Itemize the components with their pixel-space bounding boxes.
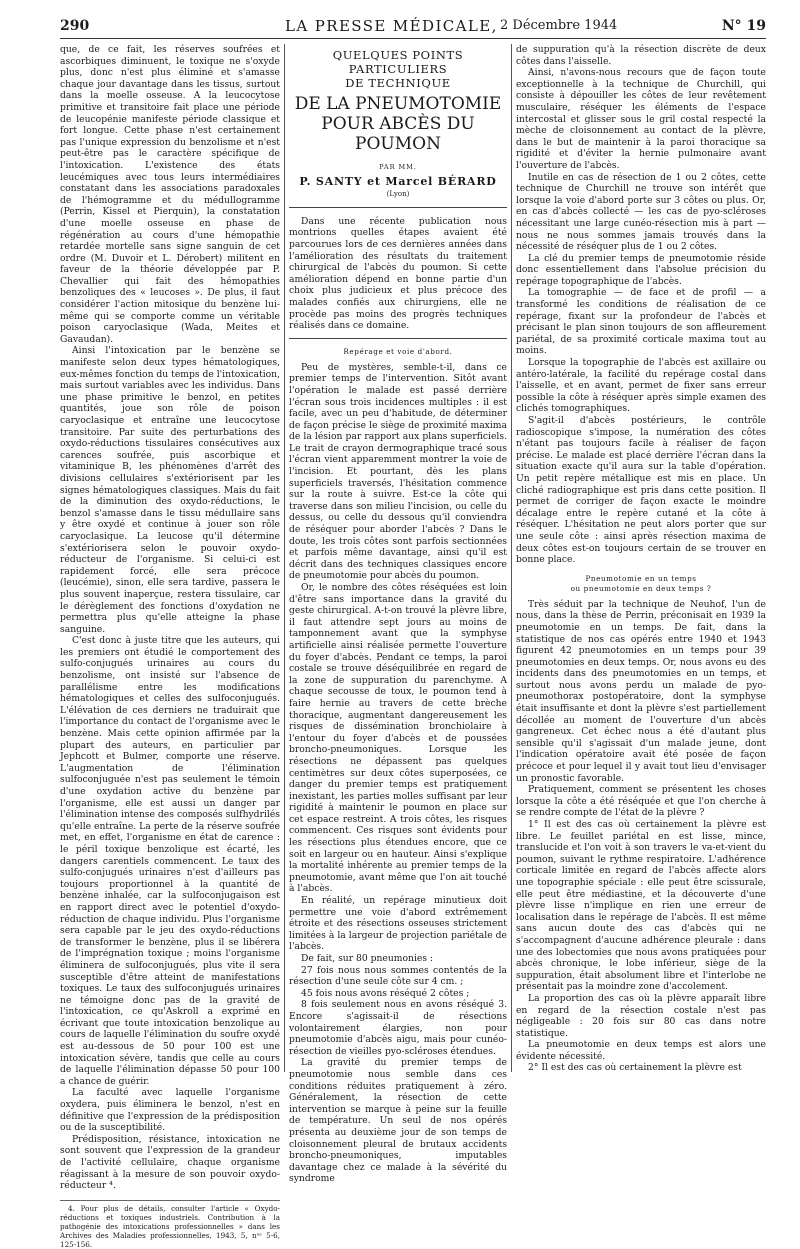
article-main-title: DE LA PNEUMOTOMIE bbox=[294, 94, 502, 114]
paragraph: 1° Il est des cas où certainement la plèvre est libre. Le feuillet pariétal en est lisse, mince, translucide et l'on voit à son travers le va-et-vient du poumon, suivant le rythme respiratoire. L'adhérence corticale limitée en regard de l'abcès affecte alors une topographie spéciale : elle peut être scissurale, elle peut être médiastine, et la découverte d'une plèvre lisse n'implique en rien une erreur de localisation dans le repérage de l'abcès. Il est même sans aucun doute des cas d'abcès qui ne s'accompagnent d'aucune adhérence pleurale : dans une des lobectomies que nous avons pratiquées pour abcès chronique, le lobe inférieur, siège de la suppuration, était absolument libre et l'interlobe ne présentait pas la moindre zone d'accolement. bbox=[516, 819, 766, 993]
author-city: (Lyon) bbox=[386, 190, 410, 199]
paragraph: 2° Il est des cas où certainement la plèvre est bbox=[528, 1062, 742, 1074]
issue-date: 2 Décembre 1944 bbox=[500, 18, 618, 33]
paragraph: Ainsi l'intoxication par le benzène se manifeste selon deux types hématologiques, eux-mêmes fonction du temps de l'intoxication, mais surtout variables avec les individus. Dans une phase primitive le benzol, en petites quantités, joue son rôle de poison caryoclasique et entraîne une leucocytose transitoire. Par suite des perturbations des oxydo-réductions tissulaires consécutives aux carences soufrée, puis ascorbique et vitaminique B, les phénomènes d'arrêt des divisions cellulaires s'extériorisent par les signes hématologiques classiques. Mais du fait de la diminution des oxydo-réductions, le benzol s'amasse dans le tissu médullaire sans y être oxydé et continue à jouer son rôle caryoclasique. La leucose qu'il détermine s'extériorisera selon le pouvoir oxydo-réducteur de l'organisme. Si celui-ci est rapidement forcé, elle sera précoce (leucémie), sinon, elle sera tardive, passera le plus souvent inaperçue, restera tissulaire, car le dérèglement des fonctions d'oxydation ne permettra plus qu'elle atteigne la phase sanguine. bbox=[60, 345, 281, 635]
footnote bbox=[60, 1200, 280, 1249]
paragraph: De fait, sur 80 pneumonies : bbox=[301, 953, 434, 964]
issue-number: N° 19 bbox=[721, 18, 766, 34]
paragraph: Très séduit par la technique de Neuhof, l'un de nous, dans la thèse de Perrin, préconisait en 1939 la pneumotomie en un temps. De fait, dans la statistique de nos cas opérés entre 1940 et 1943 figurent 42 pneumotomies en un temps pour 39 pneumotomies en deux temps. Or, nous avons eu des incidents dans des pneumotomies en un temps, et surtout nous avons perdu un malade de pyo-pneumothorax postopératoire, dont la symphyse était insuffisante et dont la plèvre s'est partiellement décollée au moment de l'ouverture d'un abcès gangreneux. Cet échec nous a été d'autant plus sensible qu'il s'agissait d'un malade jeune, dont l'indication opératoire avait été posée de façon précoce et pour lequel il y avait tout lieu d'envisager un pronostic favorable. bbox=[516, 598, 766, 784]
paragraph: Inutile en cas de résection de 1 ou 2 côtes, cette technique de Churchill ne trouve son intérêt que lorsque la voie d'abord porte sur 3 côtes ou plus. Or, en cas d'abcès collecté — les cas de pyo-scléroses nécessitant une large cunéo-résection mis à part — nous ne nous sommes jamais trouvés dans la nécessité de réséquer plus de 1 ou 2 côtes. bbox=[516, 171, 766, 253]
paragraph: La clé du premier temps de pneumotomie réside donc essentiellement dans l'absolue précision du repérage topographique de l'abcès. bbox=[516, 252, 766, 287]
paragraph: La proportion des cas où la plèvre apparaît libre en regard de la résection costale n'est pas négligeable : 20 fois sur 80 cas dans notre statistique. bbox=[516, 992, 766, 1039]
paragraph: Or, le nombre des côtes réséquées est loin d'être sans importance dans la gravité du geste chirurgical. A-t-on trouvé la plèvre libre, il faut attendre sept jours au moins de tamponnement avant que la symphyse artificielle ainsi réalisée permette l'ouverture du foyer d'abcès. Pendant ce temps, la paroi costale se trouve déséquilibrée en regard de la zone de suppuration du parenchyme. A chaque secousse de toux, le poumon tend à faire hernie au travers de cette brèche thoracique, augmentant dangereusement les risques de dissémination bronchiolaire à l'entour du foyer d'abcès et de poussées broncho-pneumoniques. Lorsque les résections ne dépassent pas quelques centimètres sur deux côtes superposées, ce danger du premier temps est pratiquement inexistant, les parties molles suffisant par leur rigidité à maintenir le poumon en place sur cet espace restreint. A trois côtes, les risques commencent. Ces risques sont évidents pour les résections plus étendues encore, que ce soit en largeur ou en hauteur. Ainsi s'explique la mortalité inhérente au premier temps de la pneumotomie, avant même que l'on ait touché à l'abcès. bbox=[289, 582, 507, 895]
paragraph: La gravité du premier temps de pneumotomie nous semble dans ces conditions réduites pratiquement à zéro. Généralement, la résection de cette intervention se marque à peine sur la feuille de température. Un seul de nos opérés présenta au deuxième jour de son temps de cloisonnement pleural de brutaux accidents broncho-pneumoniques, imputables davantage chez ce malade à la sévérité du syndrome bbox=[289, 1057, 507, 1185]
column-right bbox=[516, 44, 766, 1074]
paragraph: En réalité, un repérage minutieux doit permettre une voie d'abord extrêmement étroite et des résections osseuses strictement limitées à la largeur de projection pariétale de l'abcès. bbox=[289, 895, 507, 953]
paragraph: 8 fois seulement nous en avons réséqué 3. Encore s'agissait-il de résections volontairement élargies, non pour pneumotomie d'abcès aigu, mais pour cunéo-résection de vieilles pyo-scléroses étendues. bbox=[289, 999, 507, 1057]
paragraph: que, de ce fait, les réserves soufrées et ascorbiques diminuent, le toxique ne s'oxyde plus, donc n'est plus éliminé et s'amasse chaque jour davantage dans les tissus, surtout dans la moelle osseuse. A la leucocytose primitive et transitoire fait place une période de leucopénie manifeste période classique et fort longue. Cette phase n'est certainement pas l'unique expression du benzolisme et n'est peut-être pas le caractère spécifique de l'intoxication. L'existence des états leucémiques avec tous leurs intermédiaires constatant dans les associations paradoxales de l'hémogramme et du médullogramme (Perrin, Kissel et Pierquin), la constatation d'une moelle osseuse en phase de régénération au cours d'une hémopathie retardée mortelle sans signe sanguin de cet ordre (M. Duvoir et L. Dérobert) militent en faveur de la théorie développée par P. Chevallier qui fait des hémopathies benzoliques des « leucoses ». De plus, il faut considérer l'action mitosique du benzène lui-même qui se comporte comme un véritable poison caryoclasique (Wada, Meites et Gavaudan). bbox=[60, 44, 280, 345]
page-number: 290 bbox=[60, 18, 90, 34]
paragraph: La tomographie — de face et de profil — a transformé les conditions de réalisation de ce repérage, fixant sur la profondeur de l'abcès et précisant le plan sinon toujours de son affleurement pariétal, de sa proximité corticale maxima tout au moins. bbox=[516, 287, 766, 357]
article-title-block bbox=[289, 48, 507, 208]
paragraph: S'agit-il d'abcès postérieurs, le contrôle radioscopique s'impose, la numération des côtes n'étant pas toujours facile à réaliser de façon précise. Le malade est placé derrière l'écran dans la situation exacte qu'il aura sur la table d'opération. Un petit repère métallique est mis en place. Un cliché radiographique est pris dans cette position. Il permet de corriger de façon exacte le moindre décalage entre le repère cutané et la côte à réséquer. L'hésitation ne peut alors porter que sur une seule côte : ainsi après résection maxima de deux côtes est-on toujours certain de se trouver en bonne place. bbox=[516, 415, 766, 566]
paragraph: La faculté avec laquelle l'organisme oxydera, puis éliminera le benzol, n'est en définitive que l'expression de la prédisposition ou de la susceptibilité. bbox=[60, 1087, 280, 1134]
paragraph: de suppuration qu'à la résection discrète de deux côtes dans l'aisselle. bbox=[516, 44, 766, 67]
page-header bbox=[60, 16, 766, 39]
paragraph: C'est donc à juste titre que les auteurs, qui les premiers ont étudié le comportement des sulfo-conjugués urinaires au cours du benzolisme, ont insisté sur l'absence de parallélisme entre les modifications hématologiques et celles des sulfoconjugués. L'élévation de ces derniers ne traduirait que l'importance du contact de l'organisme avec le benzène. Mais cette opinion affirmée par la plupart des auteurs, en particulier par Jephcott et Bulmer, comporte une réserve. L'augmentation de l'élimination sulfoconjuguée n'est pas seulement le témoin d'une oxydation active du benzène par l'organisme, elle est aussi un danger par l'élimination intense des composés sulfhydrilés qu'elle entraîne. La perte de la réserve soufrée met, en effet, l'organisme en état de carence : le péril toxique benzolique est écarté, les dangers carentiels commencent. Le taux des sulfo-conjugués urinaires n'est d'ailleurs pas toujours proportionnel à la quantité de benzène inhalée, car la sulfoconjugaison est en rapport direct avec le potentiel d'oxydo-réduction de chaque individu. Plus l'organisme sera capable par le jeu des oxydo-réductions de transformer le benzène, plus il se libérera de l'imprégnation toxique ; moins l'organisme éliminera de sulfoconjugués, plus vite il sera susceptible d'être atteint de manifestations toxiques. Le taux des sulfoconjugués urinaires ne témoigne donc pas de la gravité de l'intoxication, ce qu'Askroll a exprimé en écrivant que toute intoxication benzolique au cours de laquelle l'élimination du soufre oxydé est au-dessous de 50 pour 100 est une intoxication sévère, tandis que celle au cours de laquelle l'élimination dépasse 50 pour 100 a chance de guérir. bbox=[60, 635, 280, 1087]
paragraph: Lorsque la topographie de l'abcès est axillaire ou antéro-latérale, la facilité du repérage costal dans l'aisselle, et en avant, permet de fixer sans erreur possible la côte à réséquer après simple examen des clichés tomographiques. bbox=[516, 357, 766, 415]
article-authors: P. SANTY et Marcel BÉRARD bbox=[299, 174, 497, 188]
paragraph: Prédisposition, résistance, intoxication ne sont souvent que l'expression de la grandeur de l'activité cellulaire, chaque organisme réagissant à la mesure de son pouvoir oxydo-réducteur ⁴. bbox=[60, 1133, 280, 1192]
article-title-line: QUELQUES POINTS PARTICULIERS bbox=[332, 48, 464, 76]
column-divider bbox=[511, 44, 512, 1072]
byline-prefix: PAR MM. bbox=[379, 163, 417, 171]
footnote-text: 4. Pour plus de détails, consulter l'article « Oxydo-réductions et toxiques industriels. Contribution à la pathogénie des intoxications professionnelles » dans les Archives des Maladies professionnelles, 1943, 5, nᵒˢ 5-6, 125-156. bbox=[60, 1203, 280, 1249]
column-middle bbox=[289, 44, 507, 1185]
paragraph: 45 fois nous avons réséqué 2 côtes ; bbox=[301, 987, 470, 999]
article-title-line: DE TECHNIQUE bbox=[345, 76, 451, 90]
paragraph: La pneumotomie en deux temps est alors une évidente nécessité. bbox=[516, 1039, 766, 1062]
paragraph: Pratiquement, comment se présentent les choses lorsque la côte a été réséquée et que l'on cherche à se rendre compte de l'état de la plèvre ? bbox=[516, 784, 766, 819]
article-intro: Dans une récente publication nous montrions quelles étapes avaient été parcourues lors de ces dernières années dans l'amélioration des résultats du traitement chirurgical de l'abcès du poumon. Si cette amélioration dépend en bonne partie d'un choix plus judicieux et plus précoce des malades confiés aux chirurgiens, elle ne procède pas moins des progrès techniques réalisés dans ce domaine. bbox=[289, 215, 507, 332]
paragraph: Peu de mystères, semble-t-il, dans ce premier temps de l'intervention. Sitôt avant l'opération le malade est passé derrière l'écran sous trois incidences multiples : il est facile, avec un peu d'habitude, de déterminer de façon précise le siège de proximité maxima de la lésion par rapport aux plans superficiels. Le trait de crayon dermographique tracé sous l'écran vient apparemment montrer la voie de l'incision. Et pourtant, dès les plans superficiels traversés, l'hésitation commence sur la route à suivre. Est-ce la côte qui traverse dans son milieu l'incision, ou celle du dessus, ou celle du dessous qu'il conviendra de réséquer pour aborder l'abcès ? Dans le doute, les trois côtes sont parfois sectionnées et parfois même davantage, ainsi qu'il est décrit dans des techniques classiques encore de pneumotomie pour abcès du poumon. bbox=[289, 361, 507, 582]
journal-title: LA PRESSE MÉDICALE, bbox=[285, 17, 498, 35]
column-left bbox=[60, 44, 281, 1249]
article-main-title: POUR ABCÈS DU POUMON bbox=[321, 114, 475, 154]
section-heading-line: ou pneumotomie en deux temps ? bbox=[570, 583, 712, 593]
section-heading bbox=[516, 574, 766, 594]
paragraph: 27 fois nous nous sommes contentés de la résection d'une seule côte sur 4 cm. ; bbox=[289, 964, 507, 988]
section-heading-line: Pneumotomie en un temps bbox=[585, 573, 697, 583]
paragraph: Ainsi, n'avons-nous recours que de façon toute exceptionnelle à la technique de Churchill, qui consiste à dépouiller les côtes de leur revêtement musculaire, réséquer les éléments de l'espace intercostal et glisser sous le gril costal respecté la mèche de cloisonnement au contact de la plèvre, dans le but de maintenir à la paroi thoracique sa rigidité et d'éviter la hernie pulmonaire avant l'ouverture de l'abcès. bbox=[516, 67, 766, 171]
column-divider bbox=[284, 44, 285, 1072]
section-heading: Repérage et voie d'abord. bbox=[343, 346, 453, 356]
